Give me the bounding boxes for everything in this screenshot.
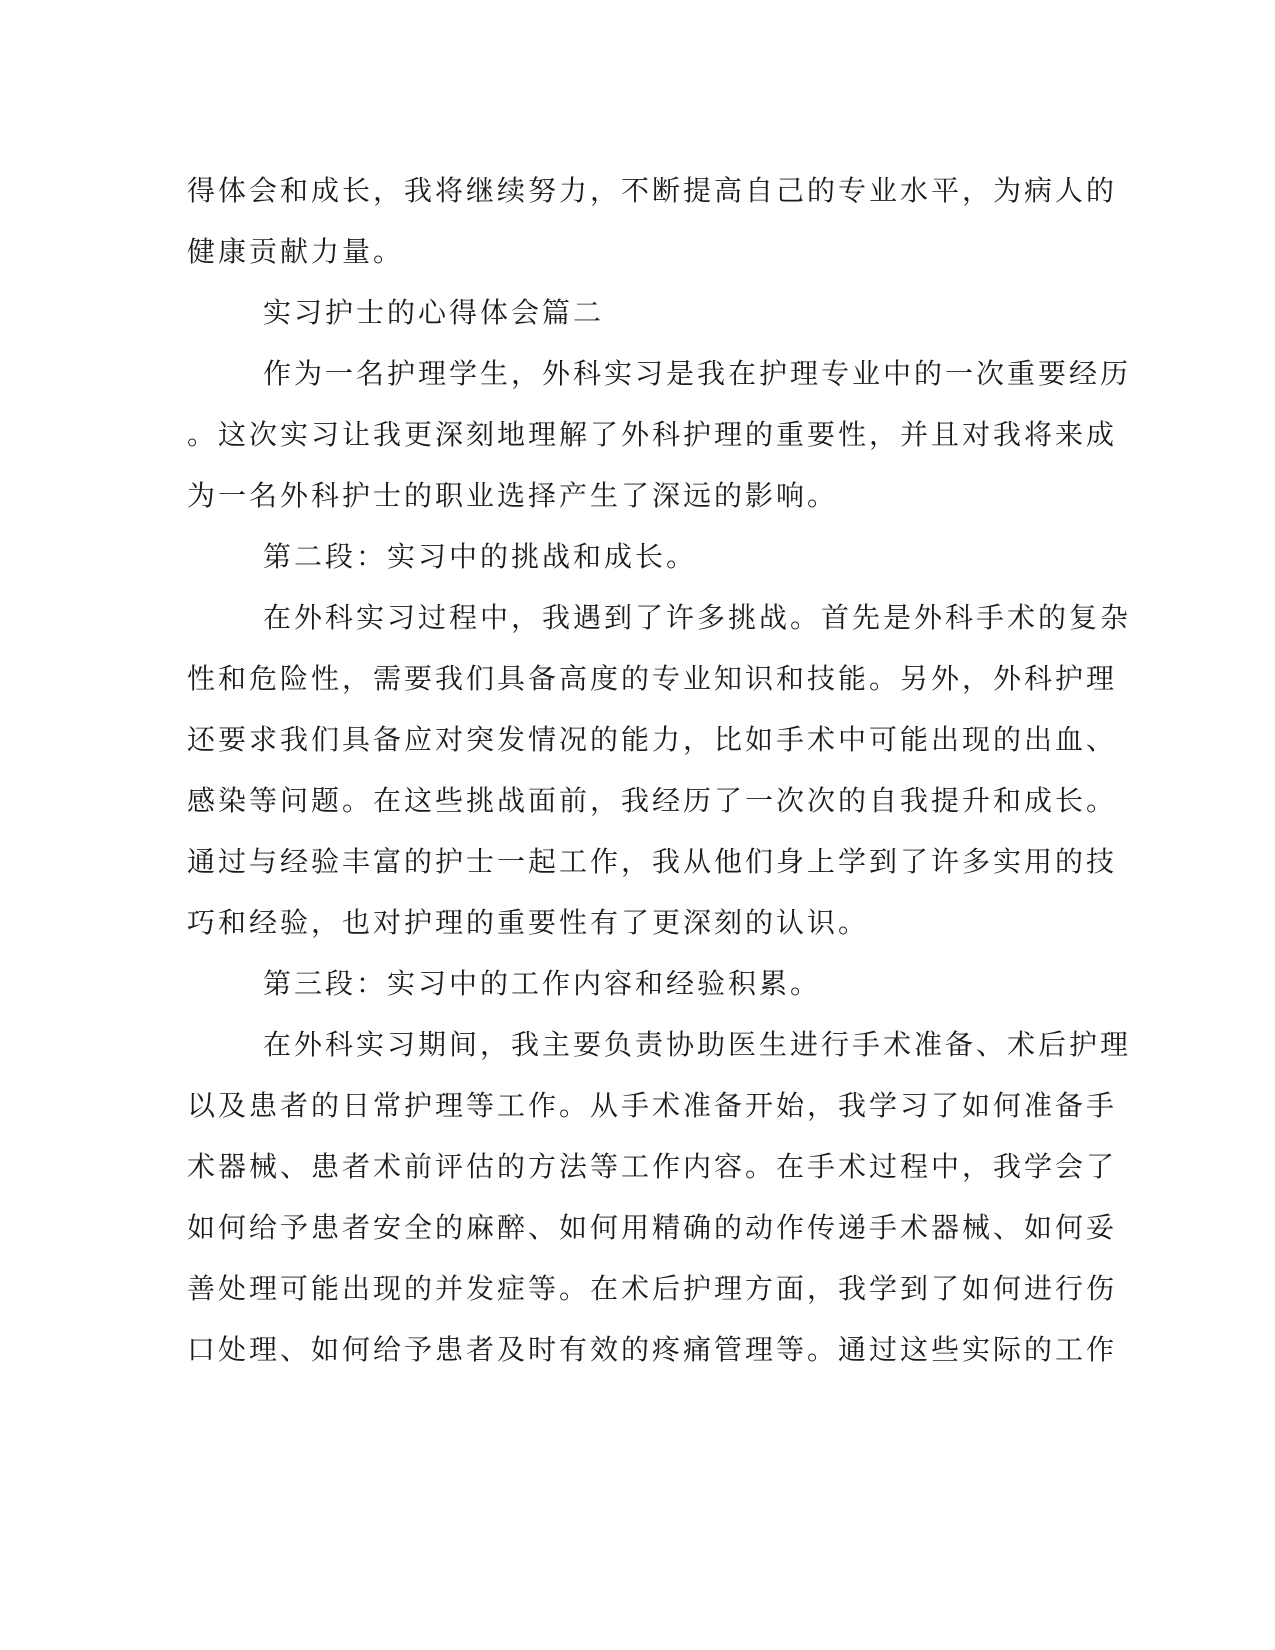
paragraph-heading-3: 第三段：实习中的工作内容和经验积累。 (263, 967, 822, 1000)
section-title: 实习护士的心得体会篇二 (263, 296, 605, 329)
text-line-6: 为一名外科护士的职业选择产生了深远的影响。 (187, 479, 839, 512)
text-line-5: 。这次实习让我更深刻地理解了外科护理的重要性，并且对我将来成 (187, 418, 1118, 451)
text-line-16: 以及患者的日常护理等工作。从手术准备开始，我学习了如何准备手 (187, 1089, 1118, 1122)
text-line-11: 感染等问题。在这些挑战面前，我经历了一次次的自我提升和成长。 (187, 784, 1118, 817)
text-line-17: 术器械、患者术前评估的方法等工作内容。在手术过程中，我学会了 (187, 1150, 1118, 1183)
text-line-12: 通过与经验丰富的护士一起工作，我从他们身上学到了许多实用的技 (187, 845, 1118, 878)
text-line-13: 巧和经验，也对护理的重要性有了更深刻的认识。 (187, 906, 870, 939)
text-line-2: 健康贡献力量。 (187, 235, 405, 268)
body-text (187, 160, 1132, 1380)
text-line-10: 还要求我们具备应对突发情况的能力，比如手术中可能出现的出血、 (187, 723, 1118, 756)
text-line-1: 得体会和成长，我将继续努力，不断提高自己的专业水平，为病人的 (187, 174, 1118, 207)
text-line-15: 在外科实习期间，我主要负责协助医生进行手术准备、术后护理 (263, 1028, 1132, 1061)
text-line-4: 作为一名护理学生，外科实习是我在护理专业中的一次重要经历 (263, 357, 1132, 390)
text-line-9: 性和危险性，需要我们具备高度的专业知识和技能。另外，外科护理 (187, 662, 1118, 695)
text-line-20: 口处理、如何给予患者及时有效的疼痛管理等。通过这些实际的工作 (187, 1333, 1118, 1366)
text-line-8: 在外科实习过程中，我遇到了许多挑战。首先是外科手术的复杂 (263, 601, 1132, 634)
text-line-18: 如何给予患者安全的麻醉、如何用精确的动作传递手术器械、如何妥 (187, 1211, 1118, 1244)
paragraph-heading-2: 第二段：实习中的挑战和成长。 (263, 540, 698, 573)
text-line-19: 善处理可能出现的并发症等。在术后护理方面，我学到了如何进行伤 (187, 1272, 1118, 1305)
